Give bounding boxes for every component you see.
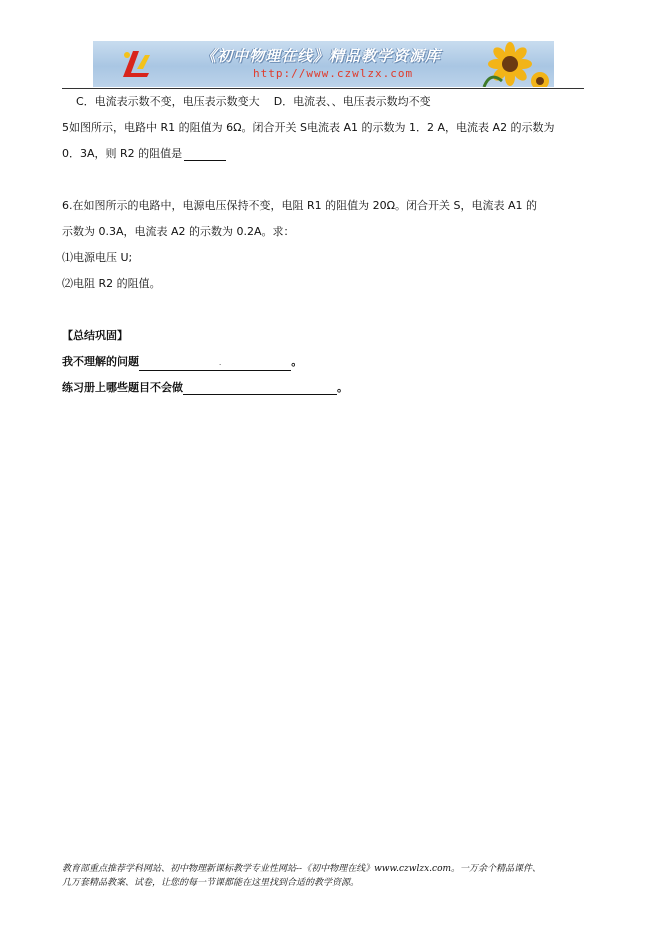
summary-heading: 【总结巩固】 xyxy=(62,329,128,342)
question-6-sub-2: ⑵电阻 R2 的阻值。 xyxy=(62,277,161,290)
question-6-line-2: 示数为 0.3A，电流表 A2 的示数为 0.2A。求： xyxy=(62,225,295,238)
period-1: 。 xyxy=(291,355,303,368)
banner-url: http://www.czwlzx.com xyxy=(253,67,414,80)
summary-question-1-label: 我不理解的问题 xyxy=(62,355,139,368)
answer-blank-1b xyxy=(221,370,291,371)
site-logo-icon xyxy=(119,47,153,81)
answer-blank-r2 xyxy=(184,160,226,161)
option-c: C．电流表示数不变，电压表示数变大 xyxy=(76,95,260,108)
summary-question-2 xyxy=(62,381,348,395)
option-d: D．电流表、、电压表示数均不变 xyxy=(273,95,431,108)
blank-dot: . xyxy=(219,356,221,371)
question-6-line-1: 6.在如图所示的电路中，电源电压保持不变，电阻 R1 的阻值为 20Ω。闭合开关 S，电流表 A1 的 xyxy=(62,199,538,212)
period-2: 。 xyxy=(337,381,348,394)
footer-line-1: 教育部重点推荐学科网站、初中物理新课标教学专业性网站--《初中物理在线》www.czwlzx.com。一万余个精品课件、 xyxy=(62,864,542,874)
answer-blank-2 xyxy=(183,394,337,395)
question-5-line-2 xyxy=(62,147,226,161)
header-banner xyxy=(93,41,554,87)
question-5-text: 0．3A，则 R2 的阻值是 xyxy=(62,147,183,160)
header-divider xyxy=(62,88,584,89)
summary-question-1 xyxy=(62,355,302,371)
banner-title: 《初中物理在线》精品教学资源库 xyxy=(201,47,442,65)
footer-line-2: 几万套精品教案、试卷，让您的每一节课都能在这里找到合适的教学资源。 xyxy=(62,878,360,888)
question-5-line-1: 5如图所示，电路中 R1 的阻值为 6Ω。闭合开关 S电流表 A1 的示数为 1．2 A，电流表 A2 的示数为 xyxy=(62,121,555,134)
answer-blank-1a xyxy=(139,370,219,371)
summary-question-2-label: 练习册上哪些题目不会做 xyxy=(62,381,183,394)
option-c-d-line xyxy=(76,95,431,109)
sunflower-icon xyxy=(480,41,550,87)
question-6-sub-1: ⑴电源电压 U; xyxy=(62,251,133,264)
